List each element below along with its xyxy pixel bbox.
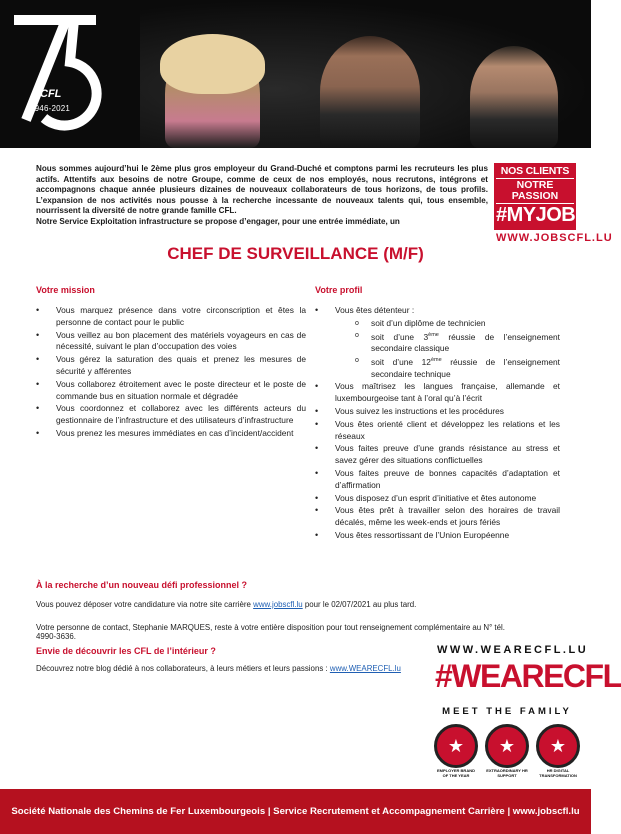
apply-text-after: pour le 02/07/2021 au plus tard. [302, 600, 417, 609]
award-icon [536, 724, 580, 768]
list-item: • Vous maîtrisez les langues française, allemande et luxembourgeoise tant à l’oral qu’à l’écrit [315, 381, 560, 405]
employee-photo-man-right [470, 46, 558, 148]
list-item: • Vous faites preuve de bonnes capacités d’adaptation et d’affirmation [315, 468, 560, 492]
mission-heading: Votre mission [36, 285, 95, 295]
meet-the-family: MEET THE FAMILY [442, 706, 572, 717]
award-caption: EXTRAORDINARY HR SUPPORT [486, 768, 528, 778]
footer-bar: Société Nationale des Chemins de Fer Luxembourgeois | Service Recrutement et Accompagnement Carrière | www.jobscfl.lu [0, 789, 591, 834]
intro-paragraph: Nous sommes aujourd’hui le 2ème plus gros employeur du Grand-Duché et comptons parmi les recruteurs les plus actifs. Attentifs aux besoins de notre Groupe, comme de ceux de nos employés, nous recrutons, intégrons et accompagnons chaque année plusieurs dizaines de nouveaux collaborateurs de tous horizons, de tous profils. L’expansion de nos activités nous pousse à la recherche incessante de nouveaux talents qui, tous ensemble, nourrissent la diversité de notre grande famille CFL. [36, 164, 488, 216]
contact-text: Votre personne de contact, Stephanie MARQUES, reste à votre entière disposition pour tout renseignement complémentaire au N° tél. 4990-3636. [36, 623, 505, 641]
sublist-text: réussie de l’enseignement secondaire classique [371, 331, 560, 354]
sublist-text: réussie de l’enseignement secondaire technique [371, 356, 560, 379]
anniversary-75-logo [4, 0, 124, 148]
employee-photo-man-center [320, 36, 420, 148]
apply-text-before: Vous pouvez déposer votre candidature via notre site carrière [36, 600, 254, 609]
award-seal [536, 724, 580, 778]
badge-line-1: NOS CLIENTS [500, 165, 570, 177]
list-item: • Vous êtes ressortissant de l’Union Européenne [315, 530, 560, 542]
list-item: • Vous marquez présence dans votre circonscription et êtes la personne de contact pour le public [36, 305, 306, 329]
logo-brand: CFL [40, 88, 62, 100]
sublist-text: soit d’un diplôme de technicien [371, 317, 486, 328]
list-item: • Vous êtes prêt à travailler selon des horaires de travail décalés, même les week-ends et jours fériés [315, 505, 560, 529]
job-title: CHEF DE SURVEILLANCE (M/F) [167, 244, 424, 263]
myjob-badge [494, 163, 576, 230]
logo-years: 1946-2021 [30, 104, 71, 113]
apply-text [36, 600, 416, 609]
list-item: • Vous prenez les mesures immédiates en cas d’incident/accident [36, 428, 306, 440]
award-caption: EMPLOYER BRAND OF THE YEAR [436, 768, 475, 778]
wearecfl-url[interactable]: WWW.WEARECFL.LU [437, 644, 589, 656]
badge-line-2: NOTRE PASSION [496, 178, 574, 202]
wearecfl-link[interactable]: www.WEARECFL.lu [329, 664, 401, 673]
list-item-text: Vous êtes détenteur : [335, 305, 415, 315]
blog-heading: Envie de découvrir les CFL de l’intérieur ? [36, 646, 216, 656]
award-icon [485, 724, 529, 768]
mission-list [36, 305, 306, 441]
list-item: • Vous disposez d’un esprit d’initiative et êtes autonome [315, 493, 560, 505]
sublist-item [335, 355, 560, 380]
jobscfl-url[interactable]: WWW.JOBSCFL.LU [496, 232, 613, 244]
apply-heading: À la recherche d’un nouveau défi professionnel ? [36, 580, 248, 590]
superscript: ème [428, 331, 439, 338]
blog-text [36, 664, 401, 673]
wearecfl-hashtag: #WEARECFL [435, 658, 621, 694]
sublist-item [335, 318, 560, 330]
list-item: • Vous gérez la saturation des quais et prenez les mesures de sécurité y afférentes [36, 354, 306, 378]
superscript: ème [430, 356, 442, 363]
hero-banner [0, 0, 591, 148]
employee-photo-woman [165, 40, 260, 148]
list-item [315, 305, 560, 380]
list-item: • Vous suivez les instructions et les procédures [315, 406, 560, 418]
sublist-text: soit d’une 3 [371, 331, 429, 342]
profil-list [315, 305, 560, 543]
sublist-item [335, 330, 560, 355]
list-item: • Vous veillez au bon placement des matériels voyageurs en cas de nécessité, suivant le plan d’occupation des voies [36, 330, 306, 354]
list-item: • Vous coordonnez et collaborez avec les différents acteurs du gestionnaire de l’infrastructure et des utilisateurs d’infrastructure [36, 403, 306, 427]
list-item: • Vous collaborez étroitement avec le poste directeur et le poste de commande bus en situation normale et dégradée [36, 379, 306, 403]
award-seals [434, 724, 580, 778]
engagement-sentence: Notre Service Exploitation infrastructure se propose d’engager, pour une entrée immédiate, un [36, 217, 400, 226]
award-caption: HR DIGITAL TRANSFORMATION [539, 768, 577, 778]
sublist-text: soit d’une 12 [371, 356, 431, 367]
jobscfl-link[interactable]: www.jobscfl.lu [253, 600, 303, 609]
list-item: • Vous êtes orienté client et développez les relations et les réseaux [315, 419, 560, 443]
award-icon [434, 724, 478, 768]
blog-text-before: Découvrez notre blog dédié à nos collaborateurs, à leurs métiers et leurs passions : [36, 664, 330, 673]
badge-hashtag: #MYJOB [496, 204, 576, 226]
profil-heading: Votre profil [315, 285, 363, 295]
list-item: • Vous faites preuve d’une grands résistance au stress et savez gérer des situations conflictuelles [315, 443, 560, 467]
award-seal [485, 724, 529, 778]
award-seal [434, 724, 478, 778]
diploma-sublist [335, 318, 560, 381]
